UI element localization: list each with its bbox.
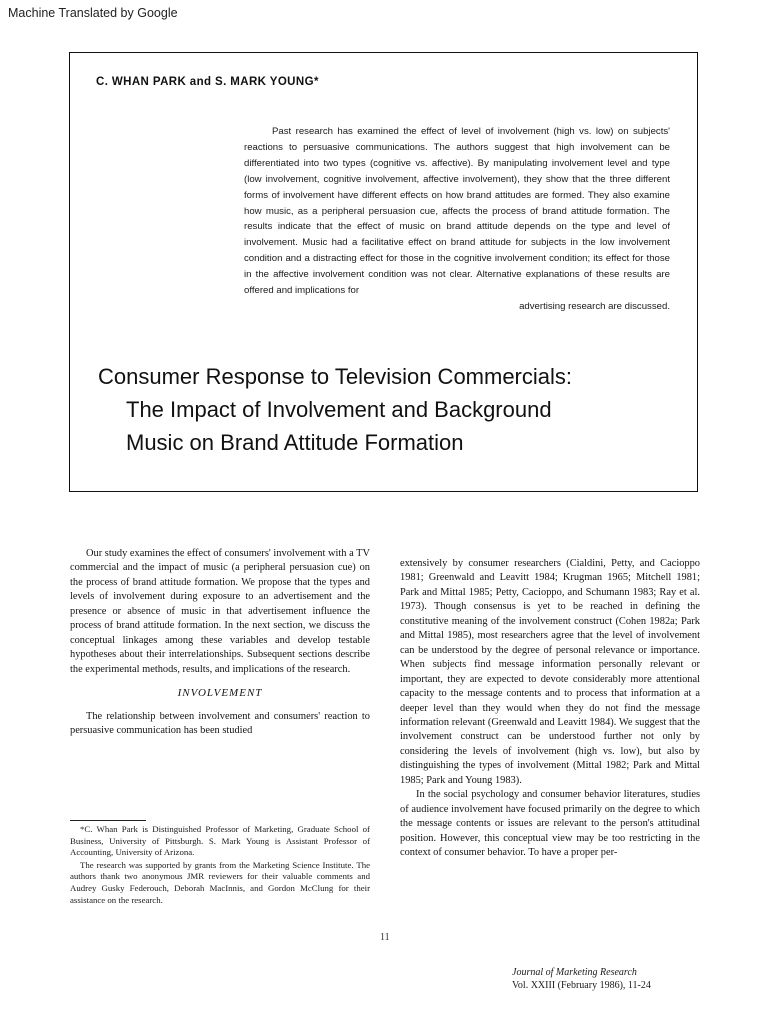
right-column — [400, 557, 700, 861]
right-paragraph-1: extensively by consumer researchers (Cialdini, Petty, and Cacioppo 1981; Greenwald and Leavitt 1984; Krugman 1965; Mitchell 1981; Park and Mittal 1985; Petty, Cacioppo, and Schumann 1983; Ray et al. 1973). Though consensus is yet to be reached in defining the constitutive meaning of the involvement construct (Cohen 1982a; Park and Mittal 1985), most researchers agree that the level of involvement can be understood by the degree of personal relevance or importance. When subjects find message information personally relevant or important, they are expected to devote considerably more attentional capacity to the message contents and to process that information at a deeper level than they would when they do not find the message information relevant (Greenwald and Leavitt 1984). We suggest that the involvement construct can be understood further not only by considering the levels of involvement (high vs. low), but also by distinguishing the types of involvement (Mittal 1982; Park and Mittal 1985; Park and Young 1983). — [400, 558, 700, 786]
footnote — [70, 824, 370, 907]
left-column — [70, 547, 370, 738]
title-line-2: The Impact of Involvement and Background — [126, 397, 552, 422]
journal-name: Journal of Marketing Research — [512, 967, 637, 978]
involvement-paragraph: The relationship between involvement and consumers' reaction to persuasive communication has been studied — [70, 710, 370, 736]
section-heading-involvement: INVOLVEMENT — [177, 687, 263, 700]
article-title — [98, 360, 678, 459]
abstract-last-line: advertising research are discussed. — [519, 300, 670, 312]
article-abstract — [244, 124, 670, 315]
footnote-author-affiliations: *C. Whan Park is Distinguished Professor of Marketing, Graduate School of Business, University of Pittsburgh. S. Mark Young is Assistant Professor of Accounting, University of Arizona. — [70, 824, 370, 858]
article-authors: C. WHAN PARK and S. MARK YOUNG* — [96, 76, 319, 88]
abstract-body: Past research has examined the effect of level of involvement (high vs. low) on subjects' reactions to persuasive communications. The authors suggest that high involvement can be differentiated into two types (cognitive vs. affective). By manipulating involvement level and type (low involvement, cognitive involvement, affective involvement), they show that the three different forms of involvement have different effects on how brand attitudes are formed. They also examine how music, as a peripheral persuasion cue, affects the process of brand attitude formation. The results indicate that the effect of music on brand attitude depends on the type and level of involvement. Music had a facilitative effect on brand attitude for subjects in the low involvement condition and a distracting effect for those in the cognitive involvement condition; its effect for those in the affective involvement condition was not clear. Alternative explanations of these results are offered and implications for — [244, 126, 670, 297]
footnote-acknowledgments: The research was supported by grants from the Marketing Science Institute. The authors thank two anonymous JMR reviewers for their valuable comments and Audrey Gusky Federouch, Deborah MacInnis, and Gordon McClung for their assistance on the research. — [70, 859, 370, 905]
page-number: 11 — [380, 932, 390, 943]
title-line-3: Music on Brand Attitude Formation — [126, 430, 464, 455]
journal-citation — [512, 966, 702, 992]
footnote-rule — [70, 820, 146, 821]
right-paragraph-2: In the social psychology and consumer behavior literatures, studies of audience involvement have focused primarily on the degree to which the message contents or issues are relevant to the person's attitudinal position. However, this conceptual view may be too restricting in the context of consumer behavior. To have a proper per- — [400, 789, 700, 859]
journal-volume: Vol. XXIII (February 1986), 11-24 — [512, 980, 651, 991]
intro-paragraph: Our study examines the effect of consumers' involvement with a TV commercial and the impact of music (a peripheral persuasion cue) on the process of brand attitude formation. We propose that the types and levels of involvement during exposure to an advertisement and the presence or absence of music in that advertisement influence the process of brand attitude formation. In the next section, we discuss the conceptual linkages among these variables and develop testable hypotheses about their interrelationships. Subsequent sections describe the experimental methods, results, and implications of the research. — [70, 548, 370, 675]
title-line-1: Consumer Response to Television Commercials: — [98, 364, 573, 389]
translation-banner: Machine Translated by Google — [8, 6, 178, 20]
